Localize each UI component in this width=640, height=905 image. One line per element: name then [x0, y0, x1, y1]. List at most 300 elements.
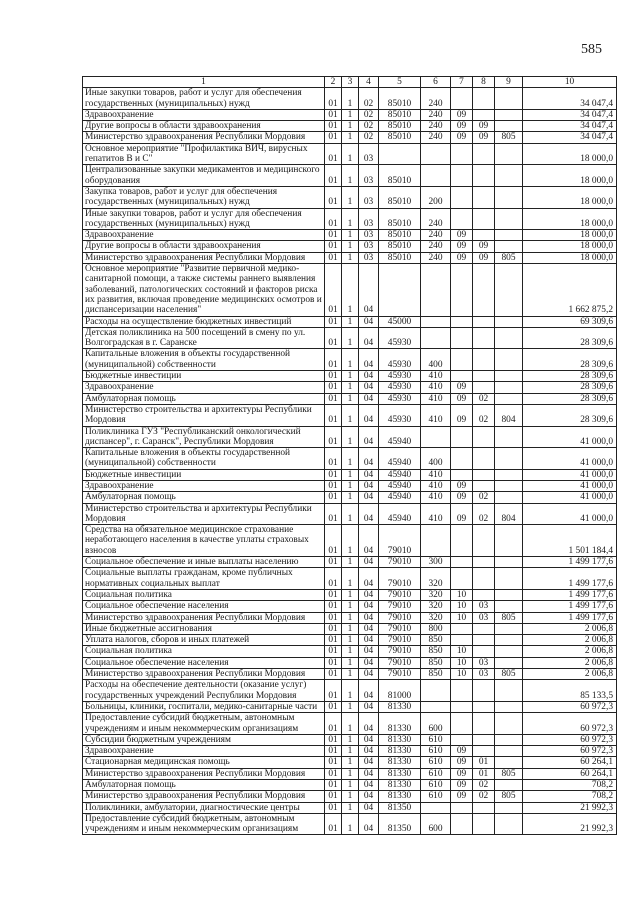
row-code-6: 240	[421, 121, 451, 132]
row-code-4: 03	[359, 252, 379, 263]
row-code-6: 850	[421, 669, 451, 680]
row-code-4: 04	[359, 623, 379, 634]
table-row	[83, 109, 617, 120]
row-code-3: 1	[342, 503, 359, 525]
row-code-2: 01	[325, 525, 342, 557]
row-code-3: 1	[342, 635, 359, 646]
col-header: 5	[379, 77, 421, 88]
row-amount: 34 047,4	[523, 121, 617, 132]
row-code-6: 240	[421, 230, 451, 241]
row-code-7: 09	[451, 503, 473, 525]
table-row	[83, 802, 617, 813]
row-code-7	[451, 623, 473, 634]
row-code-5: 81330	[379, 791, 421, 802]
row-code-8	[473, 469, 495, 480]
row-code-2: 01	[325, 680, 342, 702]
table-row	[83, 230, 617, 241]
table-row	[83, 252, 617, 263]
row-code-2: 01	[325, 813, 342, 835]
col-header: 4	[359, 77, 379, 88]
row-code-7	[451, 680, 473, 702]
row-code-7	[451, 568, 473, 590]
row-code-6: 610	[421, 780, 451, 791]
row-code-3: 1	[342, 88, 359, 110]
row-code-5: 79010	[379, 601, 421, 612]
row-code-8: 02	[473, 492, 495, 503]
row-name: Здравоохранение	[83, 480, 325, 491]
row-amount: 28 309,6	[523, 382, 617, 393]
row-name: Иные бюджетные ассигнования	[83, 623, 325, 634]
row-code-9	[495, 657, 523, 668]
row-code-5: 85010	[379, 88, 421, 110]
row-code-2: 01	[325, 780, 342, 791]
row-amount: 21 992,3	[523, 813, 617, 835]
row-code-2: 01	[325, 557, 342, 568]
row-code-2: 01	[325, 382, 342, 393]
row-code-3: 1	[342, 382, 359, 393]
row-code-7: 09	[451, 746, 473, 757]
row-code-9	[495, 143, 523, 165]
row-name: Основное мероприятие "Профилактика ВИЧ, вирусных гепатитов В и С"	[83, 143, 325, 165]
row-code-3: 1	[342, 252, 359, 263]
row-code-6: 320	[421, 589, 451, 600]
row-code-7	[451, 525, 473, 557]
table-row	[83, 132, 617, 143]
row-code-4: 04	[359, 557, 379, 568]
col-header: 1	[83, 77, 325, 88]
row-name: Предоставление субсидий бюджетным, автономным учреждениям и иным некоммерческим организациям	[83, 813, 325, 835]
row-code-9	[495, 165, 523, 187]
table-row	[83, 121, 617, 132]
row-name: Капитальные вложения в объекты государственной (муниципальной) собственности	[83, 349, 325, 371]
row-code-7	[451, 802, 473, 813]
row-code-3: 1	[342, 589, 359, 600]
row-code-2: 01	[325, 88, 342, 110]
row-name: Субсидии бюджетным учреждениям	[83, 734, 325, 745]
row-code-9	[495, 426, 523, 448]
row-code-9: 805	[495, 612, 523, 623]
row-code-9	[495, 557, 523, 568]
row-code-8	[473, 230, 495, 241]
row-code-7: 09	[451, 393, 473, 404]
row-code-8: 03	[473, 657, 495, 668]
row-code-3: 1	[342, 813, 359, 835]
row-code-5: 45940	[379, 480, 421, 491]
row-code-3: 1	[342, 612, 359, 623]
row-code-6: 610	[421, 757, 451, 768]
row-code-4: 03	[359, 165, 379, 187]
row-code-4: 04	[359, 589, 379, 600]
row-code-6: 240	[421, 208, 451, 230]
col-header: 7	[451, 77, 473, 88]
row-code-3: 1	[342, 568, 359, 590]
row-code-7	[451, 186, 473, 208]
row-code-5: 45940	[379, 503, 421, 525]
row-code-7: 09	[451, 780, 473, 791]
row-code-4: 04	[359, 316, 379, 327]
row-code-8	[473, 165, 495, 187]
table-row	[83, 568, 617, 590]
row-code-5: 81330	[379, 768, 421, 779]
row-code-8	[473, 623, 495, 634]
row-code-9	[495, 230, 523, 241]
row-code-4: 04	[359, 612, 379, 623]
row-code-6: 240	[421, 241, 451, 252]
row-code-5	[379, 143, 421, 165]
table-row	[83, 143, 617, 165]
row-name: Бюджетные инвестиции	[83, 371, 325, 382]
row-code-9	[495, 802, 523, 813]
row-code-7	[451, 713, 473, 735]
row-code-7	[451, 264, 473, 316]
row-name: Социальная политика	[83, 589, 325, 600]
row-code-3: 1	[342, 802, 359, 813]
row-code-9: 805	[495, 669, 523, 680]
row-code-8	[473, 746, 495, 757]
row-code-4: 04	[359, 382, 379, 393]
table-row	[83, 757, 617, 768]
table-row	[83, 393, 617, 404]
row-code-4: 04	[359, 426, 379, 448]
row-code-2: 01	[325, 230, 342, 241]
row-code-8	[473, 208, 495, 230]
row-code-3: 1	[342, 492, 359, 503]
row-amount: 18 000,0	[523, 230, 617, 241]
row-code-6: 200	[421, 186, 451, 208]
row-code-6: 410	[421, 382, 451, 393]
row-code-4: 04	[359, 680, 379, 702]
row-code-9	[495, 264, 523, 316]
row-code-6	[421, 680, 451, 702]
row-code-4: 04	[359, 746, 379, 757]
row-code-4: 04	[359, 480, 379, 491]
row-code-5: 85010	[379, 109, 421, 120]
row-code-4: 04	[359, 568, 379, 590]
row-code-4: 04	[359, 371, 379, 382]
row-code-9	[495, 469, 523, 480]
row-code-5: 81330	[379, 713, 421, 735]
row-amount: 34 047,4	[523, 109, 617, 120]
row-code-5: 85010	[379, 241, 421, 252]
row-amount: 60 972,3	[523, 701, 617, 712]
row-code-5: 45940	[379, 469, 421, 480]
row-amount: 69 309,6	[523, 316, 617, 327]
row-code-5: 45940	[379, 492, 421, 503]
row-code-6	[421, 426, 451, 448]
row-code-8: 02	[473, 404, 495, 426]
row-code-9	[495, 316, 523, 327]
row-name: Социальное обеспечение и иные выплаты населению	[83, 557, 325, 568]
row-code-8: 01	[473, 768, 495, 779]
row-amount: 708,2	[523, 780, 617, 791]
row-code-7: 10	[451, 669, 473, 680]
row-code-9	[495, 568, 523, 590]
row-code-3: 1	[342, 623, 359, 634]
row-code-9	[495, 646, 523, 657]
row-name: Амбулаторная помощь	[83, 492, 325, 503]
row-code-7: 10	[451, 601, 473, 612]
row-code-3: 1	[342, 713, 359, 735]
row-code-3: 1	[342, 680, 359, 702]
row-code-8	[473, 109, 495, 120]
row-name: Министерство здравоохранения Республики Мордовия	[83, 252, 325, 263]
row-code-7	[451, 426, 473, 448]
row-amount: 2 006,8	[523, 669, 617, 680]
table-row	[83, 813, 617, 835]
row-code-5: 45930	[379, 327, 421, 349]
row-code-7	[451, 734, 473, 745]
table-row	[83, 680, 617, 702]
row-code-5: 45940	[379, 448, 421, 470]
row-code-9	[495, 713, 523, 735]
row-code-9	[495, 601, 523, 612]
row-name: Больницы, клиники, госпитали, медико-санитарные части	[83, 701, 325, 712]
row-code-4: 04	[359, 780, 379, 791]
row-code-7: 09	[451, 252, 473, 263]
row-amount: 41 000,0	[523, 469, 617, 480]
row-code-3: 1	[342, 186, 359, 208]
row-code-3: 1	[342, 121, 359, 132]
row-code-9	[495, 109, 523, 120]
row-name: Поликлиники, амбулатории, диагностические центры	[83, 802, 325, 813]
row-code-5: 79010	[379, 657, 421, 668]
row-code-5: 81330	[379, 757, 421, 768]
row-code-5: 79010	[379, 568, 421, 590]
row-code-9	[495, 680, 523, 702]
row-code-5: 85010	[379, 252, 421, 263]
table-row	[83, 208, 617, 230]
row-code-5: 85010	[379, 121, 421, 132]
row-code-2: 01	[325, 252, 342, 263]
table-row	[83, 635, 617, 646]
row-code-7	[451, 316, 473, 327]
row-code-2: 01	[325, 492, 342, 503]
row-code-6: 610	[421, 768, 451, 779]
table-row	[83, 557, 617, 568]
row-code-2: 01	[325, 623, 342, 634]
row-code-2: 01	[325, 746, 342, 757]
row-code-2: 01	[325, 241, 342, 252]
table-row	[83, 264, 617, 316]
row-code-3: 1	[342, 780, 359, 791]
row-code-2: 01	[325, 612, 342, 623]
row-name: Расходы на обеспечение деятельности (оказание услуг) государственных учреждений Республики Мордовия	[83, 680, 325, 702]
table-row	[83, 241, 617, 252]
row-code-9: 805	[495, 132, 523, 143]
row-code-4: 04	[359, 802, 379, 813]
row-name: Средства на обязательное медицинское страхование неработающего населения в качестве уплаты страховых взносов	[83, 525, 325, 557]
row-name: Стационарная медицинская помощь	[83, 757, 325, 768]
row-code-6: 600	[421, 813, 451, 835]
row-amount: 708,2	[523, 791, 617, 802]
row-name: Министерство здравоохранения Республики Мордовия	[83, 768, 325, 779]
row-code-2: 01	[325, 503, 342, 525]
row-code-6	[421, 701, 451, 712]
row-amount: 60 264,1	[523, 757, 617, 768]
table-row	[83, 601, 617, 612]
row-code-7: 09	[451, 121, 473, 132]
row-code-9	[495, 480, 523, 491]
row-code-4: 04	[359, 448, 379, 470]
row-code-8	[473, 426, 495, 448]
row-code-3: 1	[342, 791, 359, 802]
row-code-6: 320	[421, 568, 451, 590]
row-code-9	[495, 393, 523, 404]
row-name: Основное мероприятие "Развитие первичной медико-санитарной помощи, а также системы раннего выявления заболеваний, патологических состояний и факторов риска их развития, включая проведение медицинских осмотров и диспансеризации населения"	[83, 264, 325, 316]
row-code-4: 03	[359, 186, 379, 208]
row-code-3: 1	[342, 230, 359, 241]
row-amount: 28 309,6	[523, 393, 617, 404]
row-code-7: 09	[451, 132, 473, 143]
row-code-8	[473, 680, 495, 702]
row-code-8: 09	[473, 121, 495, 132]
row-name: Поликлиника ГУЗ "Республиканский онкологический диспансер", г. Саранск", Республики Мордовия	[83, 426, 325, 448]
row-code-7	[451, 557, 473, 568]
row-code-2: 01	[325, 393, 342, 404]
row-code-2: 01	[325, 768, 342, 779]
row-code-8	[473, 264, 495, 316]
table-row	[83, 525, 617, 557]
row-amount: 1 499 177,6	[523, 601, 617, 612]
row-code-6	[421, 143, 451, 165]
table-row	[83, 469, 617, 480]
row-code-7: 10	[451, 646, 473, 657]
row-amount: 28 309,6	[523, 349, 617, 371]
table-row	[83, 646, 617, 657]
row-code-8	[473, 186, 495, 208]
row-code-4: 04	[359, 657, 379, 668]
row-code-2: 01	[325, 568, 342, 590]
row-code-9	[495, 525, 523, 557]
row-name: Иные закупки товаров, работ и услуг для обеспечения государственных (муниципальных) нужд	[83, 88, 325, 110]
row-code-5: 81350	[379, 813, 421, 835]
row-code-9	[495, 492, 523, 503]
table-row	[83, 768, 617, 779]
row-code-8	[473, 327, 495, 349]
row-code-2: 01	[325, 186, 342, 208]
row-code-7	[451, 371, 473, 382]
row-amount: 18 000,0	[523, 241, 617, 252]
row-code-6: 410	[421, 371, 451, 382]
row-code-8	[473, 734, 495, 745]
row-amount: 34 047,4	[523, 132, 617, 143]
row-code-6: 410	[421, 492, 451, 503]
row-code-2: 01	[325, 316, 342, 327]
row-code-9	[495, 589, 523, 600]
row-code-7	[451, 813, 473, 835]
row-amount: 60 264,1	[523, 768, 617, 779]
page-number: 585	[581, 42, 602, 57]
row-code-8	[473, 316, 495, 327]
row-name: Амбулаторная помощь	[83, 780, 325, 791]
row-code-4: 04	[359, 713, 379, 735]
row-code-7: 10	[451, 657, 473, 668]
row-code-9	[495, 371, 523, 382]
row-code-6: 410	[421, 480, 451, 491]
row-code-9	[495, 121, 523, 132]
row-code-8	[473, 646, 495, 657]
row-code-4: 04	[359, 734, 379, 745]
row-code-9	[495, 623, 523, 634]
table-row	[83, 734, 617, 745]
row-code-3: 1	[342, 208, 359, 230]
table-row	[83, 657, 617, 668]
row-code-4: 03	[359, 230, 379, 241]
table-row	[83, 88, 617, 110]
row-code-9	[495, 701, 523, 712]
row-code-7	[451, 327, 473, 349]
row-code-7	[451, 88, 473, 110]
row-code-9	[495, 757, 523, 768]
row-code-6: 410	[421, 393, 451, 404]
row-code-2: 01	[325, 208, 342, 230]
row-code-3: 1	[342, 757, 359, 768]
row-code-6: 240	[421, 252, 451, 263]
row-code-5: 79010	[379, 646, 421, 657]
row-code-4: 02	[359, 109, 379, 120]
row-code-5: 85010	[379, 208, 421, 230]
table-row	[83, 589, 617, 600]
row-code-8: 09	[473, 252, 495, 263]
row-code-5: 79010	[379, 612, 421, 623]
row-amount: 1 499 177,6	[523, 589, 617, 600]
row-code-8	[473, 813, 495, 835]
col-header: 9	[495, 77, 523, 88]
row-code-5: 45930	[379, 371, 421, 382]
row-code-3: 1	[342, 143, 359, 165]
row-code-8	[473, 713, 495, 735]
row-code-7	[451, 448, 473, 470]
row-code-7	[451, 635, 473, 646]
row-code-2: 01	[325, 121, 342, 132]
row-code-8	[473, 589, 495, 600]
row-code-3: 1	[342, 746, 359, 757]
row-name: Амбулаторная помощь	[83, 393, 325, 404]
row-code-9: 804	[495, 404, 523, 426]
row-name: Уплата налогов, сборов и иных платежей	[83, 635, 325, 646]
row-code-6: 320	[421, 612, 451, 623]
row-code-4: 04	[359, 757, 379, 768]
row-name: Централизованные закупки медикаментов и медицинского оборудования	[83, 165, 325, 187]
row-amount: 18 000,0	[523, 252, 617, 263]
row-code-8: 03	[473, 612, 495, 623]
row-code-6	[421, 165, 451, 187]
row-code-7: 09	[451, 480, 473, 491]
row-code-3: 1	[342, 448, 359, 470]
row-code-7	[451, 143, 473, 165]
row-code-4: 02	[359, 88, 379, 110]
row-code-2: 01	[325, 264, 342, 316]
row-code-7	[451, 701, 473, 712]
row-code-3: 1	[342, 241, 359, 252]
row-code-8	[473, 635, 495, 646]
budget-table	[82, 76, 617, 835]
table-row	[83, 503, 617, 525]
table-row	[83, 327, 617, 349]
row-code-4: 04	[359, 349, 379, 371]
row-code-5: 81330	[379, 734, 421, 745]
row-amount: 1 501 184,4	[523, 525, 617, 557]
row-code-5: 81000	[379, 680, 421, 702]
row-name: Министерство здравоохранения Республики Мордовия	[83, 791, 325, 802]
row-name: Министерство здравоохранения Республики Мордовия	[83, 132, 325, 143]
table-row	[83, 623, 617, 634]
row-code-9: 805	[495, 768, 523, 779]
row-amount: 41 000,0	[523, 503, 617, 525]
row-amount: 1 662 875,2	[523, 264, 617, 316]
row-amount: 60 972,3	[523, 746, 617, 757]
row-code-6: 240	[421, 109, 451, 120]
